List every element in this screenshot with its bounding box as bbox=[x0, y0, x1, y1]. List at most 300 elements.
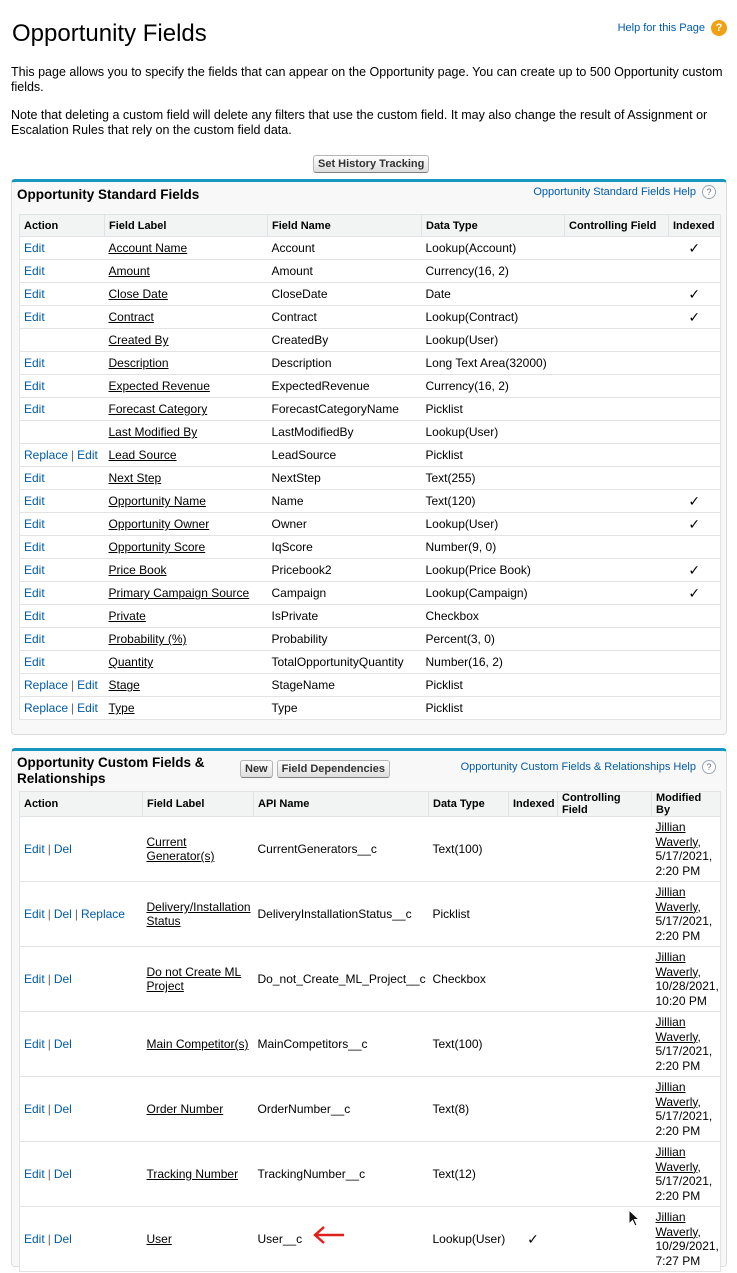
action-separator: | bbox=[47, 1102, 51, 1116]
table-row bbox=[20, 260, 721, 283]
indexed-cell bbox=[669, 398, 721, 421]
field-label-link[interactable]: Last Modified By bbox=[108, 425, 198, 439]
field-label-cell bbox=[105, 490, 268, 513]
checkmark-icon: ✓ bbox=[688, 285, 701, 302]
data-type-cell: Text(12) bbox=[429, 1142, 509, 1207]
standard-fields-panel bbox=[11, 179, 727, 735]
checkmark-icon: ✓ bbox=[688, 584, 701, 601]
modified-date: , 5/17/2021, 2:20 PM bbox=[655, 1029, 713, 1073]
indexed-cell bbox=[669, 490, 721, 513]
action-cell bbox=[20, 237, 105, 260]
action-cell bbox=[20, 260, 105, 283]
del-link[interactable]: Del bbox=[53, 1037, 72, 1051]
table-row bbox=[20, 1077, 721, 1142]
action-cell bbox=[20, 329, 105, 352]
indexed-cell bbox=[669, 375, 721, 398]
indexed-cell bbox=[669, 467, 721, 490]
action-cell bbox=[20, 605, 105, 628]
table-row bbox=[20, 697, 721, 720]
column-header-indexed: Indexed bbox=[509, 792, 558, 817]
indexed-cell bbox=[669, 674, 721, 697]
data-type-cell: Lookup(User) bbox=[422, 329, 565, 352]
field-label-cell bbox=[105, 467, 268, 490]
field-label-cell bbox=[143, 1012, 254, 1077]
field-name-cell: CloseDate bbox=[268, 283, 422, 306]
checkmark-icon: ✓ bbox=[527, 1230, 539, 1247]
custom-fields-panel bbox=[11, 748, 727, 1267]
field-label-link[interactable]: Opportunity Name bbox=[108, 494, 206, 508]
edit-link[interactable]: Edit bbox=[24, 471, 45, 485]
data-type-cell: Lookup(Contract) bbox=[422, 306, 565, 329]
field-label-link[interactable]: Main Competitor(s) bbox=[146, 1037, 249, 1051]
data-type-cell: Percent(3, 0) bbox=[422, 628, 565, 651]
modified-by-user-link[interactable]: Jillian Waverly bbox=[655, 885, 698, 914]
edit-link[interactable]: Edit bbox=[24, 402, 45, 416]
field-label-link[interactable]: Opportunity Owner bbox=[108, 517, 210, 531]
modified-date: , 5/17/2021, 2:20 PM bbox=[655, 1159, 713, 1203]
indexed-cell bbox=[669, 582, 721, 605]
table-header-row bbox=[20, 792, 721, 817]
table-row bbox=[20, 582, 721, 605]
indexed-cell bbox=[669, 237, 721, 260]
column-header-data-type: Data Type bbox=[422, 215, 565, 237]
controlling-field-cell bbox=[558, 947, 652, 1012]
column-header-field-label: Field Label bbox=[143, 792, 254, 817]
action-separator: | bbox=[47, 1232, 51, 1246]
field-label-cell bbox=[143, 1207, 254, 1272]
modified-by-user-link[interactable]: Jillian Waverly bbox=[655, 1015, 698, 1044]
field-label-cell bbox=[105, 559, 268, 582]
data-type-cell: Checkbox bbox=[422, 605, 565, 628]
action-cell bbox=[20, 697, 105, 720]
edit-link[interactable]: Edit bbox=[24, 241, 45, 255]
del-link[interactable]: Del bbox=[53, 907, 72, 921]
data-type-cell: Date bbox=[422, 283, 565, 306]
field-name-cell: ExpectedRevenue bbox=[268, 375, 422, 398]
api-name-cell: MainCompetitors__c bbox=[254, 1012, 429, 1077]
data-type-cell: Text(255) bbox=[422, 467, 565, 490]
action-cell bbox=[20, 559, 105, 582]
field-name-cell: Account bbox=[268, 237, 422, 260]
indexed-cell bbox=[669, 697, 721, 720]
field-label-cell bbox=[105, 605, 268, 628]
column-header-data-type: Data Type bbox=[429, 792, 509, 817]
indexed-cell bbox=[669, 421, 721, 444]
field-name-cell: IsPrivate bbox=[268, 605, 422, 628]
table-row bbox=[20, 283, 721, 306]
api-name-cell: TrackingNumber__c bbox=[254, 1142, 429, 1207]
api-name-cell: OrderNumber__c bbox=[254, 1077, 429, 1142]
action-cell bbox=[20, 306, 105, 329]
action-cell bbox=[20, 536, 105, 559]
column-header-controlling-field: Controlling Field bbox=[565, 215, 669, 237]
controlling-field-cell bbox=[558, 1142, 652, 1207]
red-left-arrow-icon bbox=[312, 1224, 346, 1246]
set-history-tracking-button[interactable]: Set History Tracking bbox=[313, 155, 429, 173]
controlling-field-cell bbox=[565, 513, 669, 536]
table-row bbox=[20, 1142, 721, 1207]
edit-link[interactable]: Edit bbox=[24, 972, 45, 986]
action-separator: | bbox=[47, 972, 51, 986]
table-row bbox=[20, 674, 721, 697]
field-label-cell bbox=[105, 329, 268, 352]
action-separator: | bbox=[47, 842, 51, 856]
field-label-cell bbox=[105, 444, 268, 467]
field-label-link[interactable]: Private bbox=[108, 609, 146, 623]
indexed-cell bbox=[669, 260, 721, 283]
modified-date: , 10/29/2021, 7:27 PM bbox=[655, 1224, 719, 1268]
replace-link[interactable]: Replace bbox=[80, 907, 125, 921]
edit-link[interactable]: Edit bbox=[24, 310, 45, 324]
del-link[interactable]: Del bbox=[53, 1102, 72, 1116]
action-cell bbox=[20, 467, 105, 490]
controlling-field-cell bbox=[565, 674, 669, 697]
indexed-cell bbox=[669, 283, 721, 306]
field-label-cell bbox=[105, 306, 268, 329]
edit-link[interactable]: Edit bbox=[24, 540, 45, 554]
controlling-field-cell bbox=[565, 467, 669, 490]
field-name-cell: Description bbox=[268, 352, 422, 375]
modified-by-user-link[interactable]: Jillian Waverly bbox=[655, 1080, 698, 1109]
modified-by-cell bbox=[652, 1142, 721, 1207]
help-for-page-label[interactable]: Help for this Page bbox=[617, 22, 705, 34]
field-label-link[interactable]: Opportunity Score bbox=[108, 540, 206, 554]
column-header-field-name: Field Name bbox=[268, 215, 422, 237]
new-custom-field-button[interactable]: New bbox=[240, 760, 273, 778]
indexed-cell bbox=[669, 513, 721, 536]
field-label-cell bbox=[143, 817, 254, 882]
data-type-cell: Picklist bbox=[422, 444, 565, 467]
controlling-field-cell bbox=[565, 283, 669, 306]
table-row bbox=[20, 628, 721, 651]
data-type-cell: Picklist bbox=[422, 398, 565, 421]
field-label-cell bbox=[105, 674, 268, 697]
edit-link[interactable]: Edit bbox=[24, 1037, 45, 1051]
api-name-cell: CurrentGenerators__c bbox=[254, 817, 429, 882]
action-cell bbox=[20, 674, 105, 697]
edit-link[interactable]: Edit bbox=[24, 907, 45, 921]
del-link[interactable]: Del bbox=[53, 1232, 72, 1246]
field-name-cell: NextStep bbox=[268, 467, 422, 490]
standard-fields-table bbox=[19, 214, 721, 720]
action-cell bbox=[20, 421, 105, 444]
table-row bbox=[20, 421, 721, 444]
del-link[interactable]: Del bbox=[53, 972, 72, 986]
field-label-cell bbox=[105, 651, 268, 674]
modified-by-cell bbox=[652, 1077, 721, 1142]
help-question-icon[interactable]: ? bbox=[711, 20, 727, 36]
del-link[interactable]: Del bbox=[53, 1167, 72, 1181]
modified-by-cell bbox=[652, 947, 721, 1012]
page-delete-note: Note that deleting a custom field will delete any filters that use the custom field. It may also change the result of Assignment or Escalation Rules that rely on the custom field data. bbox=[11, 108, 708, 137]
field-label-link[interactable]: Description bbox=[108, 356, 169, 370]
field-label-link[interactable]: Lead Source bbox=[108, 448, 177, 462]
action-separator: | bbox=[71, 678, 75, 692]
field-name-cell: Name bbox=[268, 490, 422, 513]
edit-link[interactable]: Edit bbox=[24, 1167, 45, 1181]
data-type-cell: Text(100) bbox=[429, 1012, 509, 1077]
controlling-field-cell bbox=[565, 260, 669, 283]
edit-link[interactable]: Edit bbox=[24, 356, 45, 370]
edit-link[interactable]: Edit bbox=[77, 678, 98, 692]
indexed-cell bbox=[669, 559, 721, 582]
controlling-field-cell bbox=[565, 651, 669, 674]
checkmark-icon: ✓ bbox=[688, 492, 701, 509]
indexed-cell bbox=[669, 605, 721, 628]
field-label-cell bbox=[105, 628, 268, 651]
data-type-cell: Text(8) bbox=[429, 1077, 509, 1142]
help-question-icon[interactable]: ? bbox=[702, 185, 716, 199]
del-link[interactable]: Del bbox=[53, 842, 72, 856]
field-label-cell bbox=[143, 1142, 254, 1207]
table-row bbox=[20, 375, 721, 398]
controlling-field-cell bbox=[565, 375, 669, 398]
modified-date: , 10/28/2021, 10:20 PM bbox=[655, 964, 719, 1008]
indexed-cell bbox=[509, 1207, 558, 1272]
field-label-link[interactable]: Do not Create ML Project bbox=[146, 965, 242, 993]
edit-link[interactable]: Edit bbox=[24, 517, 45, 531]
field-name-cell: StageName bbox=[268, 674, 422, 697]
data-type-cell: Text(120) bbox=[422, 490, 565, 513]
action-cell bbox=[20, 375, 105, 398]
field-label-link[interactable]: Amount bbox=[108, 264, 150, 278]
custom-fields-help[interactable] bbox=[461, 760, 716, 774]
table-row bbox=[20, 1207, 721, 1272]
field-label-cell bbox=[105, 237, 268, 260]
field-label-cell bbox=[143, 1077, 254, 1142]
field-label-link[interactable]: Next Step bbox=[108, 471, 162, 485]
field-label-link[interactable]: Stage bbox=[108, 678, 140, 692]
field-label-cell bbox=[105, 283, 268, 306]
edit-link[interactable]: Edit bbox=[24, 842, 45, 856]
indexed-cell bbox=[509, 882, 558, 947]
field-label-link[interactable]: Contract bbox=[108, 310, 154, 324]
table-header-row bbox=[20, 215, 721, 237]
table-row bbox=[20, 329, 721, 352]
field-label-link[interactable]: Created By bbox=[108, 333, 169, 347]
standard-fields-title: Opportunity Standard Fields bbox=[17, 187, 200, 202]
table-row bbox=[20, 352, 721, 375]
controlling-field-cell bbox=[558, 1012, 652, 1077]
controlling-field-cell bbox=[558, 1077, 652, 1142]
field-label-link[interactable]: Order Number bbox=[146, 1102, 224, 1116]
field-name-cell: IqScore bbox=[268, 536, 422, 559]
table-row bbox=[20, 882, 721, 947]
controlling-field-cell bbox=[565, 352, 669, 375]
edit-link[interactable]: Edit bbox=[24, 655, 45, 669]
edit-link[interactable]: Edit bbox=[24, 609, 45, 623]
table-row bbox=[20, 536, 721, 559]
edit-link[interactable]: Edit bbox=[24, 494, 45, 508]
action-cell bbox=[20, 651, 105, 674]
table-row bbox=[20, 237, 721, 260]
action-separator: | bbox=[74, 907, 78, 921]
modified-by-user-link[interactable]: Jillian Waverly bbox=[655, 820, 698, 849]
modified-date: , 5/17/2021, 2:20 PM bbox=[655, 1094, 713, 1138]
field-name-cell: Probability bbox=[268, 628, 422, 651]
data-type-cell: Lookup(Price Book) bbox=[422, 559, 565, 582]
data-type-cell: Lookup(User) bbox=[422, 513, 565, 536]
controlling-field-cell bbox=[565, 398, 669, 421]
modified-by-user-link[interactable]: Jillian Waverly bbox=[655, 1145, 698, 1174]
action-separator: | bbox=[71, 448, 75, 462]
field-label-link[interactable]: Account Name bbox=[108, 241, 188, 255]
modified-date: , 5/17/2021, 2:20 PM bbox=[655, 834, 713, 878]
controlling-field-cell bbox=[565, 582, 669, 605]
action-cell bbox=[20, 582, 105, 605]
field-name-cell: Campaign bbox=[268, 582, 422, 605]
indexed-cell bbox=[669, 352, 721, 375]
field-label-cell bbox=[105, 352, 268, 375]
indexed-cell bbox=[509, 1012, 558, 1077]
table-row bbox=[20, 559, 721, 582]
indexed-cell bbox=[669, 329, 721, 352]
field-label-link[interactable]: Type bbox=[108, 701, 135, 715]
api-name-cell: Do_not_Create_ML_Project__c bbox=[254, 947, 429, 1012]
replace-link[interactable]: Replace bbox=[24, 701, 69, 715]
action-cell bbox=[20, 628, 105, 651]
action-separator: | bbox=[47, 1167, 51, 1181]
field-label-link[interactable]: Price Book bbox=[108, 563, 167, 577]
checkmark-icon: ✓ bbox=[688, 561, 701, 578]
action-cell bbox=[20, 817, 143, 882]
column-header-api-name: API Name bbox=[254, 792, 429, 817]
controlling-field-cell bbox=[565, 559, 669, 582]
data-type-cell: Long Text Area(32000) bbox=[422, 352, 565, 375]
custom-fields-table bbox=[19, 791, 721, 1272]
indexed-cell bbox=[669, 306, 721, 329]
field-label-link[interactable]: Close Date bbox=[108, 287, 168, 301]
action-cell bbox=[20, 1077, 143, 1142]
edit-link[interactable]: Edit bbox=[24, 1102, 45, 1116]
table-row bbox=[20, 306, 721, 329]
field-label-link[interactable]: Current Generator(s) bbox=[146, 835, 215, 863]
field-label-link[interactable]: Expected Revenue bbox=[108, 379, 210, 393]
modified-by-user-link[interactable]: Jillian Waverly bbox=[655, 1210, 698, 1239]
action-separator: | bbox=[47, 907, 51, 921]
edit-link[interactable]: Edit bbox=[24, 379, 45, 393]
action-cell bbox=[20, 882, 143, 947]
controlling-field-cell bbox=[565, 490, 669, 513]
field-label-cell bbox=[105, 398, 268, 421]
column-header-controlling-field: Controlling Field bbox=[558, 792, 652, 817]
action-cell bbox=[20, 947, 143, 1012]
modified-by-user-link[interactable]: Jillian Waverly bbox=[655, 950, 698, 979]
action-cell bbox=[20, 1142, 143, 1207]
controlling-field-cell bbox=[558, 817, 652, 882]
field-label-link[interactable]: User bbox=[146, 1232, 172, 1246]
column-header-modified-by: Modified By bbox=[652, 792, 721, 817]
edit-link[interactable]: Edit bbox=[77, 448, 98, 462]
data-type-cell: Lookup(Campaign) bbox=[422, 582, 565, 605]
custom-fields-help-link[interactable]: Opportunity Custom Fields & Relationships Help bbox=[460, 761, 696, 773]
controlling-field-cell bbox=[565, 237, 669, 260]
help-question-icon[interactable]: ? bbox=[702, 760, 716, 774]
indexed-cell bbox=[669, 628, 721, 651]
data-type-cell: Lookup(User) bbox=[429, 1207, 509, 1272]
column-header-action: Action bbox=[20, 792, 143, 817]
data-type-cell: Checkbox bbox=[429, 947, 509, 1012]
controlling-field-cell bbox=[558, 882, 652, 947]
controlling-field-cell bbox=[565, 628, 669, 651]
custom-fields-title: Opportunity Custom Fields & Relationships bbox=[17, 755, 205, 786]
table-row bbox=[20, 817, 721, 882]
field-name-cell: LastModifiedBy bbox=[268, 421, 422, 444]
field-label-link[interactable]: Delivery/Installation Status bbox=[146, 900, 251, 928]
page-title: Opportunity Fields bbox=[12, 20, 207, 47]
edit-link[interactable]: Edit bbox=[24, 563, 45, 577]
data-type-cell: Number(9, 0) bbox=[422, 536, 565, 559]
field-label-link[interactable]: Tracking Number bbox=[146, 1167, 239, 1181]
column-header-action: Action bbox=[20, 215, 105, 237]
table-row bbox=[20, 947, 721, 1012]
field-label-link[interactable]: Probability (%) bbox=[108, 632, 187, 646]
action-separator: | bbox=[71, 701, 75, 715]
field-name-cell: Contract bbox=[268, 306, 422, 329]
edit-link[interactable]: Edit bbox=[24, 264, 45, 278]
table-row bbox=[20, 605, 721, 628]
table-row bbox=[20, 1012, 721, 1077]
field-name-cell: CreatedBy bbox=[268, 329, 422, 352]
edit-link[interactable]: Edit bbox=[24, 1232, 45, 1246]
standard-fields-help-link[interactable]: Opportunity Standard Fields Help bbox=[533, 186, 696, 198]
checkmark-icon: ✓ bbox=[688, 308, 701, 325]
data-type-cell: Number(16, 2) bbox=[422, 651, 565, 674]
field-label-cell bbox=[105, 513, 268, 536]
modified-by-cell bbox=[652, 1207, 721, 1272]
mouse-pointer-icon bbox=[628, 1209, 640, 1227]
table-row bbox=[20, 513, 721, 536]
table-row bbox=[20, 467, 721, 490]
field-label-cell bbox=[143, 947, 254, 1012]
field-label-link[interactable]: Forecast Category bbox=[108, 402, 208, 416]
field-dependencies-button[interactable]: Field Dependencies bbox=[277, 760, 390, 778]
page-description: This page allows you to specify the fields that can appear on the Opportunity page. You can create up to 500 Opportunity custom fields. bbox=[11, 65, 723, 94]
standard-fields-help[interactable] bbox=[533, 185, 716, 199]
indexed-cell bbox=[509, 1077, 558, 1142]
column-header-indexed: Indexed bbox=[669, 215, 721, 237]
modified-date: , 5/17/2021, 2:20 PM bbox=[655, 899, 713, 943]
checkmark-icon: ✓ bbox=[688, 239, 701, 256]
data-type-cell: Currency(16, 2) bbox=[422, 375, 565, 398]
controlling-field-cell bbox=[565, 536, 669, 559]
replace-link[interactable]: Replace bbox=[24, 678, 69, 692]
edit-link[interactable]: Edit bbox=[77, 701, 98, 715]
field-label-link[interactable]: Quantity bbox=[108, 655, 154, 669]
data-type-cell: Text(100) bbox=[429, 817, 509, 882]
action-cell bbox=[20, 444, 105, 467]
data-type-cell: Picklist bbox=[422, 674, 565, 697]
checkmark-icon: ✓ bbox=[688, 515, 701, 532]
field-label-cell bbox=[143, 882, 254, 947]
edit-link[interactable]: Edit bbox=[24, 586, 45, 600]
help-for-page-link[interactable] bbox=[618, 20, 727, 36]
indexed-cell bbox=[509, 947, 558, 1012]
edit-link[interactable]: Edit bbox=[24, 287, 45, 301]
field-name-cell: Owner bbox=[268, 513, 422, 536]
indexed-cell bbox=[669, 536, 721, 559]
field-name-cell: Pricebook2 bbox=[268, 559, 422, 582]
indexed-cell bbox=[509, 1142, 558, 1207]
table-row bbox=[20, 490, 721, 513]
controlling-field-cell bbox=[565, 605, 669, 628]
indexed-cell bbox=[669, 651, 721, 674]
field-label-link[interactable]: Primary Campaign Source bbox=[108, 586, 250, 600]
action-cell bbox=[20, 1207, 143, 1272]
modified-by-cell bbox=[652, 817, 721, 882]
edit-link[interactable]: Edit bbox=[24, 632, 45, 646]
replace-link[interactable]: Replace bbox=[24, 448, 69, 462]
